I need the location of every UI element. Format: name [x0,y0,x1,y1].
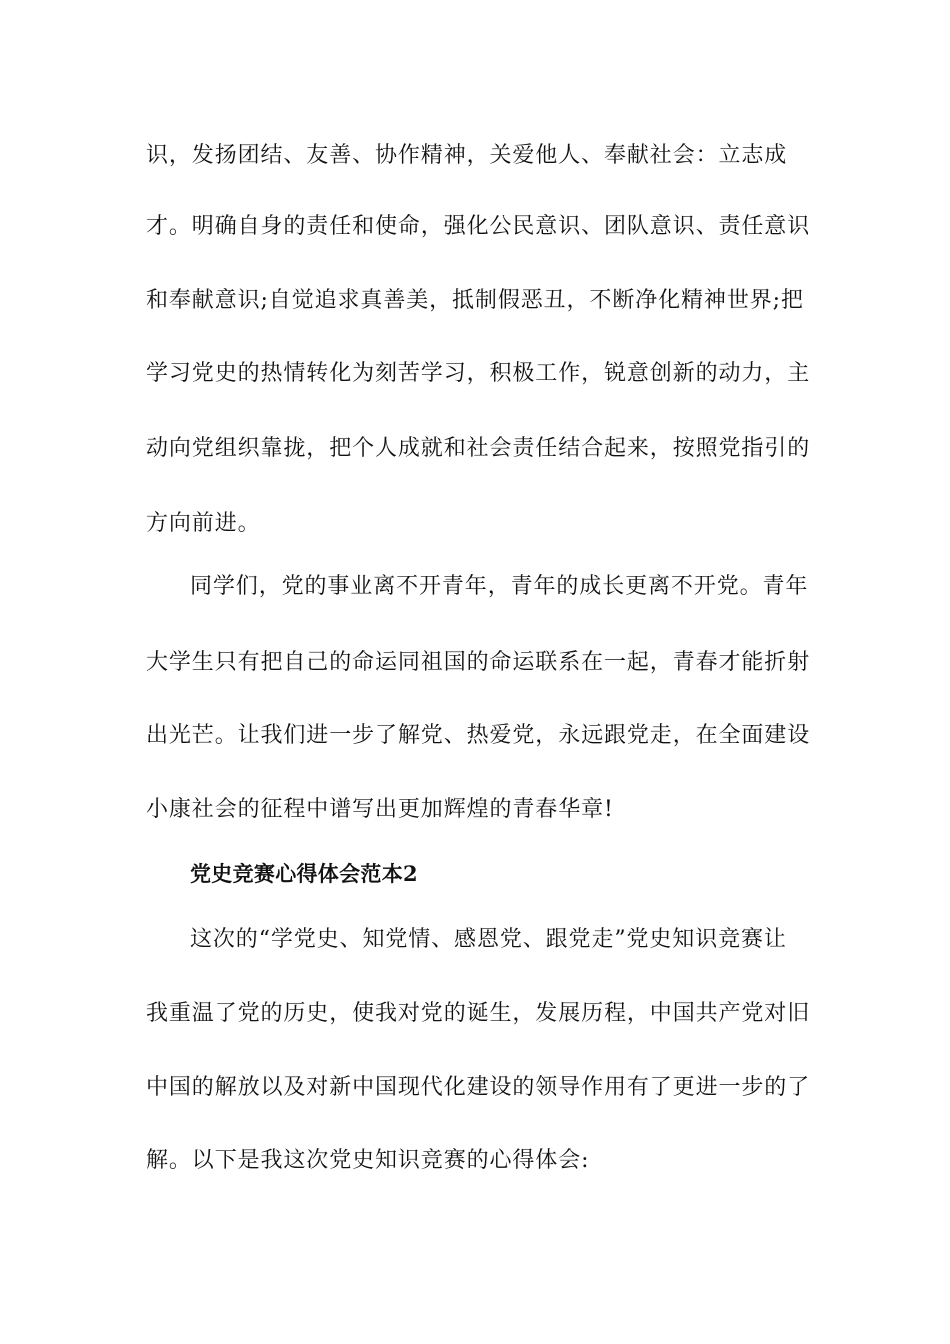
text-line: 同学们，党的事业离不开青年，青年的成长更离不开党。青年 [190,574,809,599]
text-line: 和奉献意识;自觉追求真善美，抵制假恶丑，不断净化精神世界;把 [146,288,804,313]
text-line: 中国的解放以及对新中国现代化建设的领导作用有了更进一步的了 [146,1075,811,1100]
text-line: 出光芒。让我们进一步了解党、热爱党，永远跟党走，在全面建设 [146,723,811,748]
section-heading: 党史竞赛心得体会范本2 [190,861,418,886]
text-line: 学习党史的热情转化为刻苦学习，积极工作，锐意创新的动力，主 [146,361,811,386]
text-line: 这次的“学党史、知党情、感恩党、跟党走”党史知识竞赛让 [190,927,787,952]
text-line: 才。明确自身的责任和使命，强化公民意识、团队意识、责任意识 [146,214,811,239]
text-line: 动向党组织靠拢，把个人成就和社会责任结合起来，按照党指引的 [146,436,811,461]
text-line: 大学生只有把自己的命运同祖国的命运联系在一起，青春才能折射 [146,650,811,675]
text-line: 小康社会的征程中谱写出更加辉煌的青春华章! [146,797,614,822]
text-line: 我重温了党的历史，使我对党的诞生，发展历程，中国共产党对旧 [146,1001,811,1026]
text-line: 解。以下是我这次党史知识竞赛的心得体会: [146,1148,590,1173]
text-line: 识，发扬团结、友善、协作精神，关爱他人、奉献社会：立志成 [146,143,788,168]
text-line: 方向前进。 [146,511,261,536]
